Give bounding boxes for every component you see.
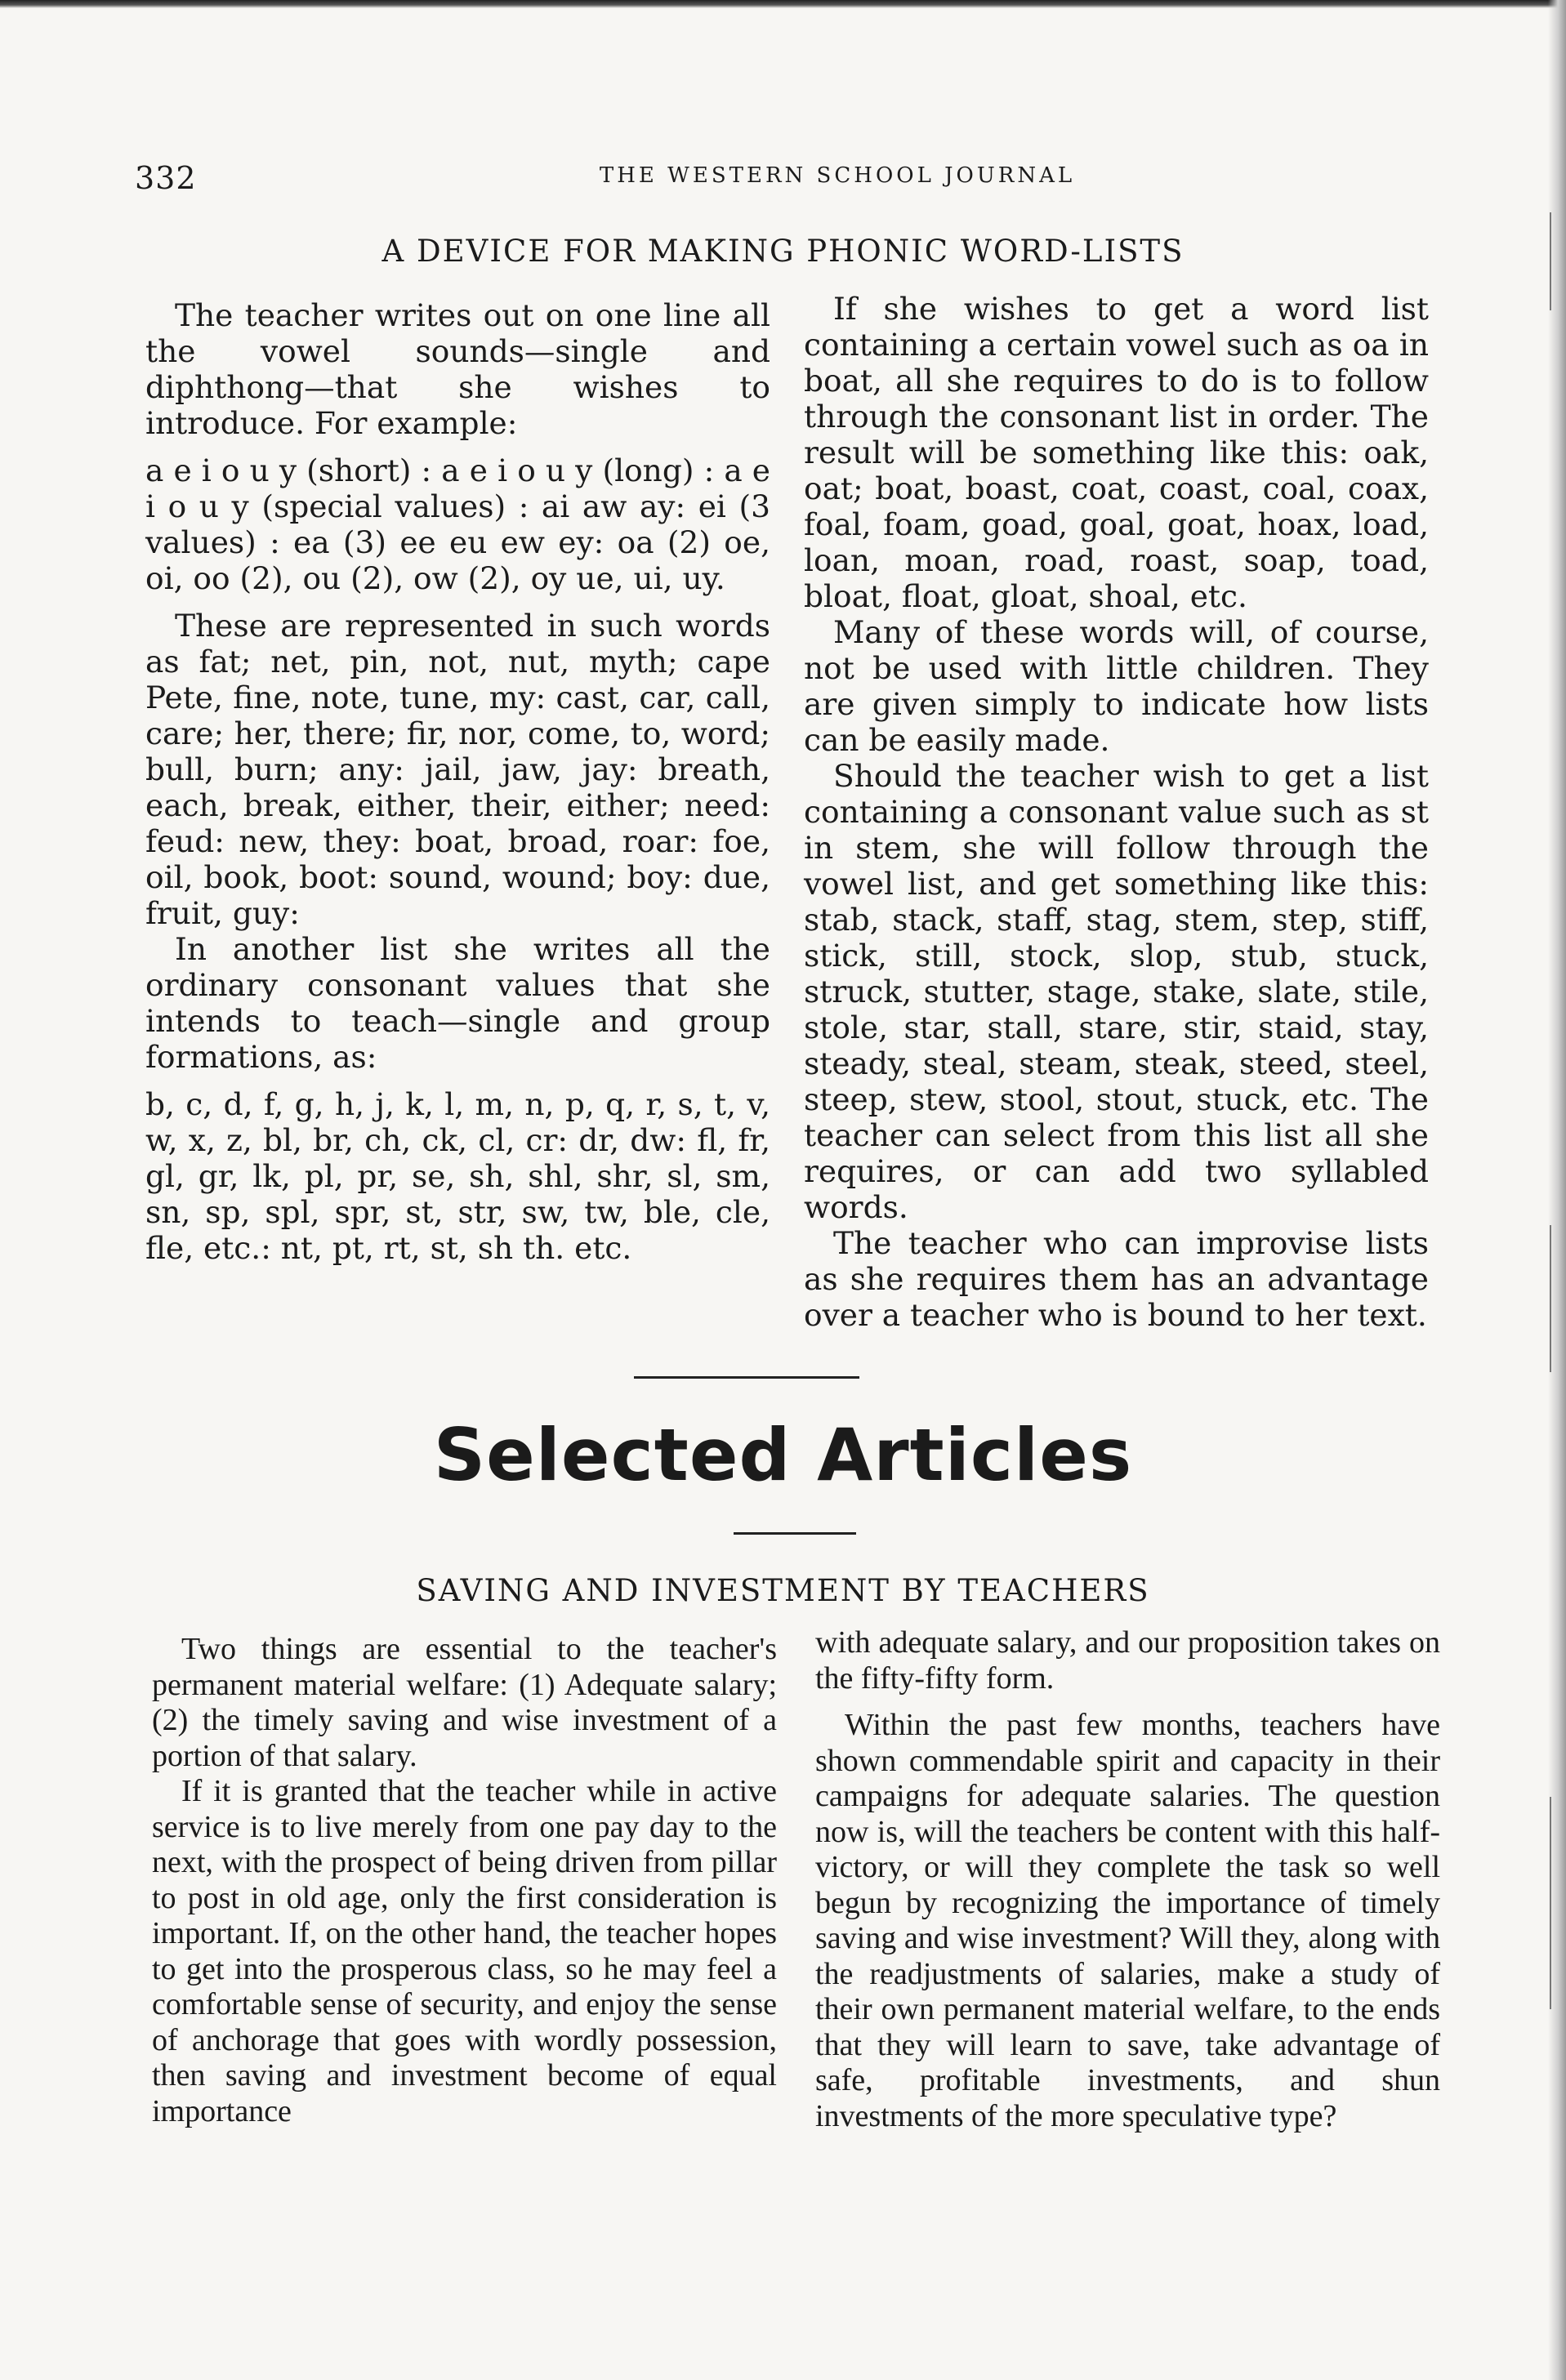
- margin-mark: [1550, 1797, 1551, 2009]
- paragraph: Two things are essential to the teacher's permanent material welfare: (1) Adequate salary; (2) the timely saving and wise investment of a portion of that salary.: [152, 1632, 777, 1773]
- article1-right-column: [804, 291, 1429, 1333]
- paragraph: Should the teacher wish to get a list containing a consonant value such as st in stem, she will follow through the vowel list, and get something like this: stab, stack, staff, stag, stem, step, stiff, stick, still, stock, slop, stub, stuck, struck, stutter, stage, stake, slate, stile, stole, star, stall, stare, stir, staid, stay, steady, steal, steam, steak, steed, steel, steep, stew, stool, stout, stuck, etc. The teacher can select from this list all she requires, or can add two syllabled words.: [804, 758, 1429, 1225]
- page-number: 332: [135, 160, 197, 196]
- paragraph: Within the past few months, teachers have shown commendable spirit and capacity in their campaigns for adequate salaries. The question now is, will the teachers be content with this half-victory, or will they complete the task so well begun by recognizing the importance of timely saving and wise investment? Will they, along with the readjustments of salaries, make a study of their own permanent material welfare, to the ends that they will learn to save, take advantage of safe, profitable investments, and shun investments of the more speculative type?: [815, 1708, 1440, 2133]
- article-title-saving: SAVING AND INVESTMENT BY TEACHERS: [416, 1573, 1150, 1608]
- paragraph: a e i o u y (short) : a e i o u y (long) : a e i o u y (special values) : ai aw ay: ei (3 values) : ea (3) ee eu ew ey: oa (2) oe, oi, oo (2), ou (2), ow (2), oy ue, ui, uy.: [145, 452, 770, 596]
- paragraph: The teacher who can improvise lists as she requires them has an advantage over a teacher who is bound to her text.: [804, 1225, 1429, 1333]
- paragraph: If she wishes to get a word list containing a certain vowel such as oa in boat, all she requires to do is to follow through the consonant list in order. The result will be something like this: oak, oat; boat, boast, coat, coast, coal, coax, foal, foam, goad, goal, goat, hoax, load, loan, moan, road, roast, soap, toad, bloat, float, gloat, shoal, etc.: [804, 291, 1429, 614]
- paragraph: If it is granted that the teacher while in active service is to live merely from one pay day to the next, with the prospect of being driven from pillar to post in old age, only the first consideration is important. If, on the other hand, the teacher hopes to get into the prosperous class, so he may feel a comfortable sense of security, and enjoy the sense of anchorage that goes with wordly possession, then saving and investment become of equal importance: [152, 1774, 777, 2128]
- paragraph: Many of these words will, of course, not be used with little children. They are given simply to indicate how lists can be easily made.: [804, 614, 1429, 758]
- paragraph: These are represented in such words as fat; net, pin, not, nut, myth; cape Pete, fine, note, tune, my: cast, car, call, care; her, there; fir, nor, come, to, word; bull, burn; any: jail, jaw, jay: breath, each, break, either, their, either; need: feud: new, they: boat, broad, roar: foe, oil, book, boot: sound, wound; boy: due, fruit, guy:: [145, 608, 770, 931]
- article2-right-column: [815, 1625, 1440, 2134]
- paragraph: with adequate salary, and our proposition takes on the fifty-fifty form.: [815, 1625, 1440, 1696]
- scan-top-edge: [0, 0, 1566, 8]
- paragraph: In another list she writes all the ordinary consonant values that she intends to teach—single and group formations, as:: [145, 931, 770, 1075]
- paragraph: b, c, d, f, g, h, j, k, l, m, n, p, q, r, s, t, v, w, x, z, bl, br, ch, ck, cl, cr: dr, dw: fl, fr, gl, gr, lk, pl, pr, se, sh, shl, shr, sl, sm, sn, sp, spl, spr, st, str, sw, tw, ble, cle, fle, etc.: nt, pt, rt, st, sh th. etc.: [145, 1086, 770, 1266]
- margin-mark: [1550, 1225, 1551, 1372]
- article-title-phonic: A DEVICE FOR MAKING PHONIC WORD-LISTS: [381, 234, 1185, 269]
- scan-right-edge: [1548, 0, 1566, 2380]
- paragraph: The teacher writes out on one line all the vowel sounds—single and diphthong—that she wishes to introduce. For example:: [145, 297, 770, 441]
- article2-left-column: [152, 1632, 777, 2129]
- running-head: THE WESTERN SCHOOL JOURNAL: [599, 163, 1076, 188]
- section-title: Selected Articles: [433, 1413, 1133, 1497]
- article1-left-column: [145, 297, 770, 1277]
- divider-rule: [634, 1376, 859, 1379]
- divider-rule: [734, 1532, 856, 1535]
- page-header: [135, 160, 1442, 201]
